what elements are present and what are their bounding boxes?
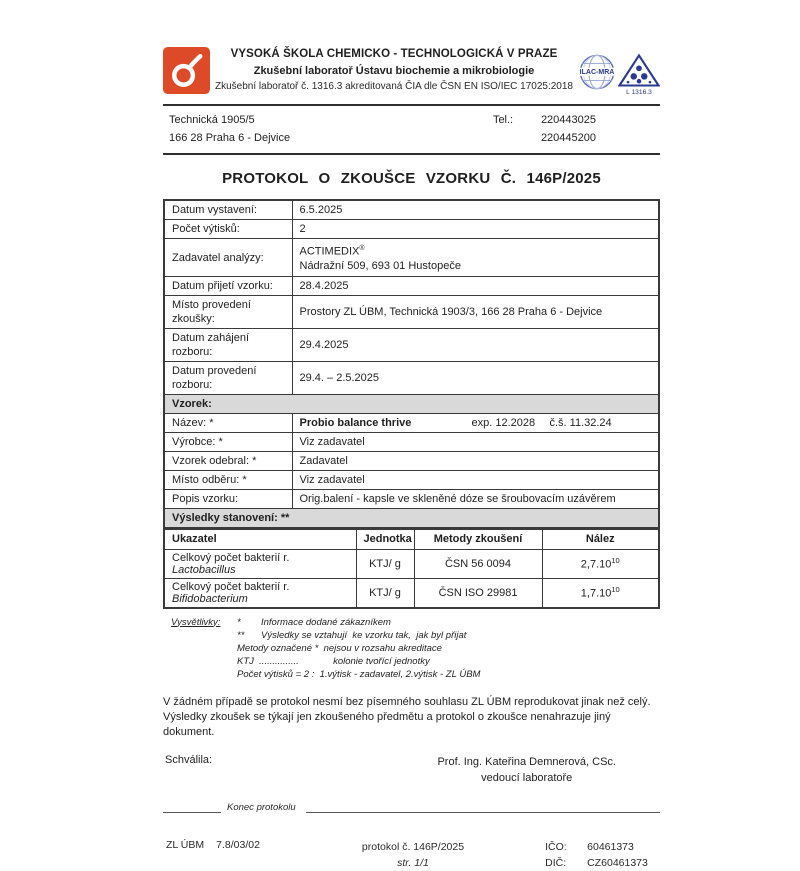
tel-number-1: 220443025: [540, 114, 596, 126]
tel-number-2: 220445200: [540, 132, 596, 144]
section-header-vysledky: [164, 509, 659, 529]
approver: [437, 754, 616, 786]
footnote-text: KTJ ............... kolonie tvořící jednotky: [237, 655, 430, 667]
method-cell: ČSN ISO 29981: [414, 578, 542, 608]
section-title: Výsledky stanovení: **: [164, 509, 659, 529]
registered-trademark-mark: ®: [359, 245, 365, 253]
column-header-unit: Jednotka: [356, 529, 414, 549]
organization-name: VYSOKÁ ŠKOLA CHEMICKO - TECHNOLOGICKÁ V PRAZE: [230, 48, 558, 60]
row-value: Viz zadavatel: [292, 433, 659, 452]
footnote-text: Metody označené * nejsou v rozsahu akreditace: [237, 642, 442, 654]
footnotes-lines: [237, 616, 660, 681]
row-value: Zadavatel: [292, 452, 659, 471]
end-of-protocol: [163, 802, 660, 813]
section-title: Vzorek:: [164, 395, 659, 414]
footer-company-ids: [533, 839, 660, 871]
approval-label: Schválila:: [165, 753, 213, 766]
ilac-mra-label: ILAC-MRA: [579, 69, 615, 77]
row-value: Viz zadavatel: [292, 471, 659, 490]
table-row: [164, 220, 659, 239]
table-row: [164, 452, 659, 471]
row-label: Místo provedení zkoušky:: [164, 296, 292, 329]
footer-protocol-number: protokol č. 146P/2025: [361, 840, 465, 853]
footnote-line: [237, 642, 660, 655]
unit-cell: KTJ/ g: [356, 549, 414, 578]
row-label: Název: *: [164, 414, 292, 433]
cia-number-label: L 1316.3: [626, 89, 652, 97]
approver-name: Prof. Ing. Kateřina Demnerová, CSc.: [437, 755, 616, 768]
table-row: [164, 414, 659, 433]
disclaimer-paragraph: V žádném případě se protokol nesmí bez písemného souhlasu ZL ÚBM reprodukovat jinak než celý. Výsledky zkoušek se týkají jen zkoušeného předmětu a protokol o zkoušce nenahrazuje jiný dokument.: [163, 695, 651, 738]
row-value: 6.5.2025: [292, 200, 659, 220]
row-label: Datum provedení rozboru:: [164, 362, 292, 395]
laboratory-name: Zkušební laboratoř Ústavu biochemie a mikrobiologie: [253, 65, 535, 77]
document-title: PROTOKOL O ZKOUŠCE VZORKU Č. 146P/2025: [222, 170, 601, 187]
accreditation-logos: [578, 53, 660, 97]
footnote-marker: **: [237, 629, 245, 641]
footer-document-code: [163, 839, 333, 871]
footnote-line: [237, 655, 660, 668]
method-cell: ČSN 56 0094: [414, 549, 542, 578]
row-label: Místo odběru: *: [164, 471, 292, 490]
table-row: [164, 433, 659, 452]
footer-code-value: 7.8/03/02: [216, 838, 260, 851]
dic-label: DIČ:: [545, 856, 567, 869]
column-header-method: Metody zkoušení: [414, 529, 542, 549]
column-header-result: Nález: [542, 529, 659, 549]
endnote-line-left: [163, 803, 221, 813]
row-label: Vzorek odebral: *: [164, 452, 292, 471]
client-address: Nádražní 509, 693 01 Hustopeče: [299, 259, 461, 272]
row-value: [292, 239, 659, 277]
section-header-vzorek: [164, 395, 659, 414]
genus-name: Bifidobacterium: [172, 592, 248, 605]
footnote-line: [237, 668, 660, 681]
row-label: Popis vzorku:: [164, 490, 292, 509]
letterhead-text: [210, 45, 578, 92]
ico-value: 60461373: [587, 840, 634, 853]
indicator-cell: Celkový počet bakterií r. Lactobacillus: [164, 549, 356, 578]
endnote-text: Konec protokolu: [227, 801, 296, 813]
table-row: [164, 200, 659, 220]
cia-accreditation-logo-icon: [618, 53, 660, 97]
accreditation-line: Zkušební laboratoř č. 1316.3 akreditovaná ČIA dle ČSN EN ISO/IEC 17025:2018: [215, 81, 573, 92]
row-label: Zadavatel analýzy:: [164, 239, 292, 277]
ico-label: IČO:: [545, 840, 567, 853]
footnote-line: [237, 629, 660, 642]
genus-name: Lactobacillus: [172, 563, 236, 576]
unit-cell: KTJ/ g: [356, 578, 414, 608]
row-value: Orig.balení - kapsle ve skleněné dóze se šroubovacím uzávěrem: [292, 490, 659, 509]
approver-role: vedoucí laboratoře: [481, 771, 573, 784]
row-label: Datum zahájení rozboru:: [164, 329, 292, 362]
address-city: 166 28 Praha 6 - Dejvice: [169, 132, 291, 144]
footnote-text: Informace dodané zákazníkem: [261, 616, 391, 628]
footnotes-block: [171, 616, 660, 681]
sample-batch-number: č.š. 11.32.24: [549, 417, 612, 429]
ilac-mra-logo-icon: [578, 53, 616, 91]
approval-block: [163, 754, 660, 786]
results-header-row: [164, 529, 659, 549]
row-value: 28.4.2025: [292, 277, 659, 296]
row-label: Počet výtisků:: [164, 220, 292, 239]
table-row: [164, 362, 659, 395]
result-exponent: 10: [611, 585, 620, 595]
letterhead: [163, 45, 660, 101]
address-divider: [163, 153, 660, 155]
table-row: [164, 296, 659, 329]
footer-protocol-info: [333, 839, 493, 871]
lab-phones: [493, 111, 596, 147]
row-label: Datum přijetí vzorku:: [164, 277, 292, 296]
result-cell: 2,7.10$^{10}$: [542, 549, 659, 578]
protocol-info-table: [163, 199, 660, 529]
result-exponent: 10: [611, 556, 620, 566]
result-row: [164, 549, 659, 578]
row-value: 29.4. – 2.5.2025: [292, 362, 659, 395]
footnote-marker: *: [237, 616, 241, 628]
indicator-cell: Celkový počet bakterií r. Bifidobacterium: [164, 578, 356, 608]
sample-expiry: exp. 12.2028: [471, 417, 536, 429]
dic-value: CZ60461373: [587, 856, 648, 869]
footer-page-number: str. 1/1: [397, 856, 429, 869]
client-name: ACTIMEDIX: [299, 245, 360, 258]
endnote-line-right: [306, 803, 660, 813]
row-label: Datum vystavení:: [164, 200, 292, 220]
footnote-text: Výsledky se vztahují ke vzorku tak, jak byl přijat: [261, 629, 467, 641]
row-label: Výrobce: *: [164, 433, 292, 452]
row-value: 2: [292, 220, 659, 239]
sample-name: Probio balance thrive: [299, 417, 412, 429]
table-row: [164, 239, 659, 277]
footnote-line: [237, 616, 660, 629]
column-header-indicator: Ukazatel: [164, 529, 356, 549]
table-row: [164, 277, 659, 296]
table-row: [164, 490, 659, 509]
result-row: [164, 578, 659, 608]
footnotes-heading: Vysvětlivky:: [171, 616, 221, 628]
result-cell: 1,7.10$^{10}$: [542, 578, 659, 608]
footer-code-label: ZL ÚBM: [166, 838, 205, 851]
row-value: Prostory ZL ÚBM, Technická 1903/3, 166 28 Praha 6 - Dejvice: [292, 296, 659, 329]
lab-address: [169, 111, 290, 147]
tel-label: Tel.:: [492, 114, 514, 126]
results-table: [163, 528, 660, 609]
row-value: [292, 414, 659, 433]
footnote-text: Počet výtisků = 2 : 1.výtisk - zadavatel, 2.výtisk - ZL ÚBM: [237, 668, 481, 680]
address-street: Technická 1905/5: [169, 114, 255, 126]
address-block: [163, 106, 660, 153]
table-row: [164, 329, 659, 362]
table-row: [164, 471, 659, 490]
protocol-document: [163, 45, 660, 871]
page-footer: [163, 839, 660, 871]
row-value: 29.4.2025: [292, 329, 659, 362]
vscht-flask-logo-icon: [163, 47, 210, 94]
